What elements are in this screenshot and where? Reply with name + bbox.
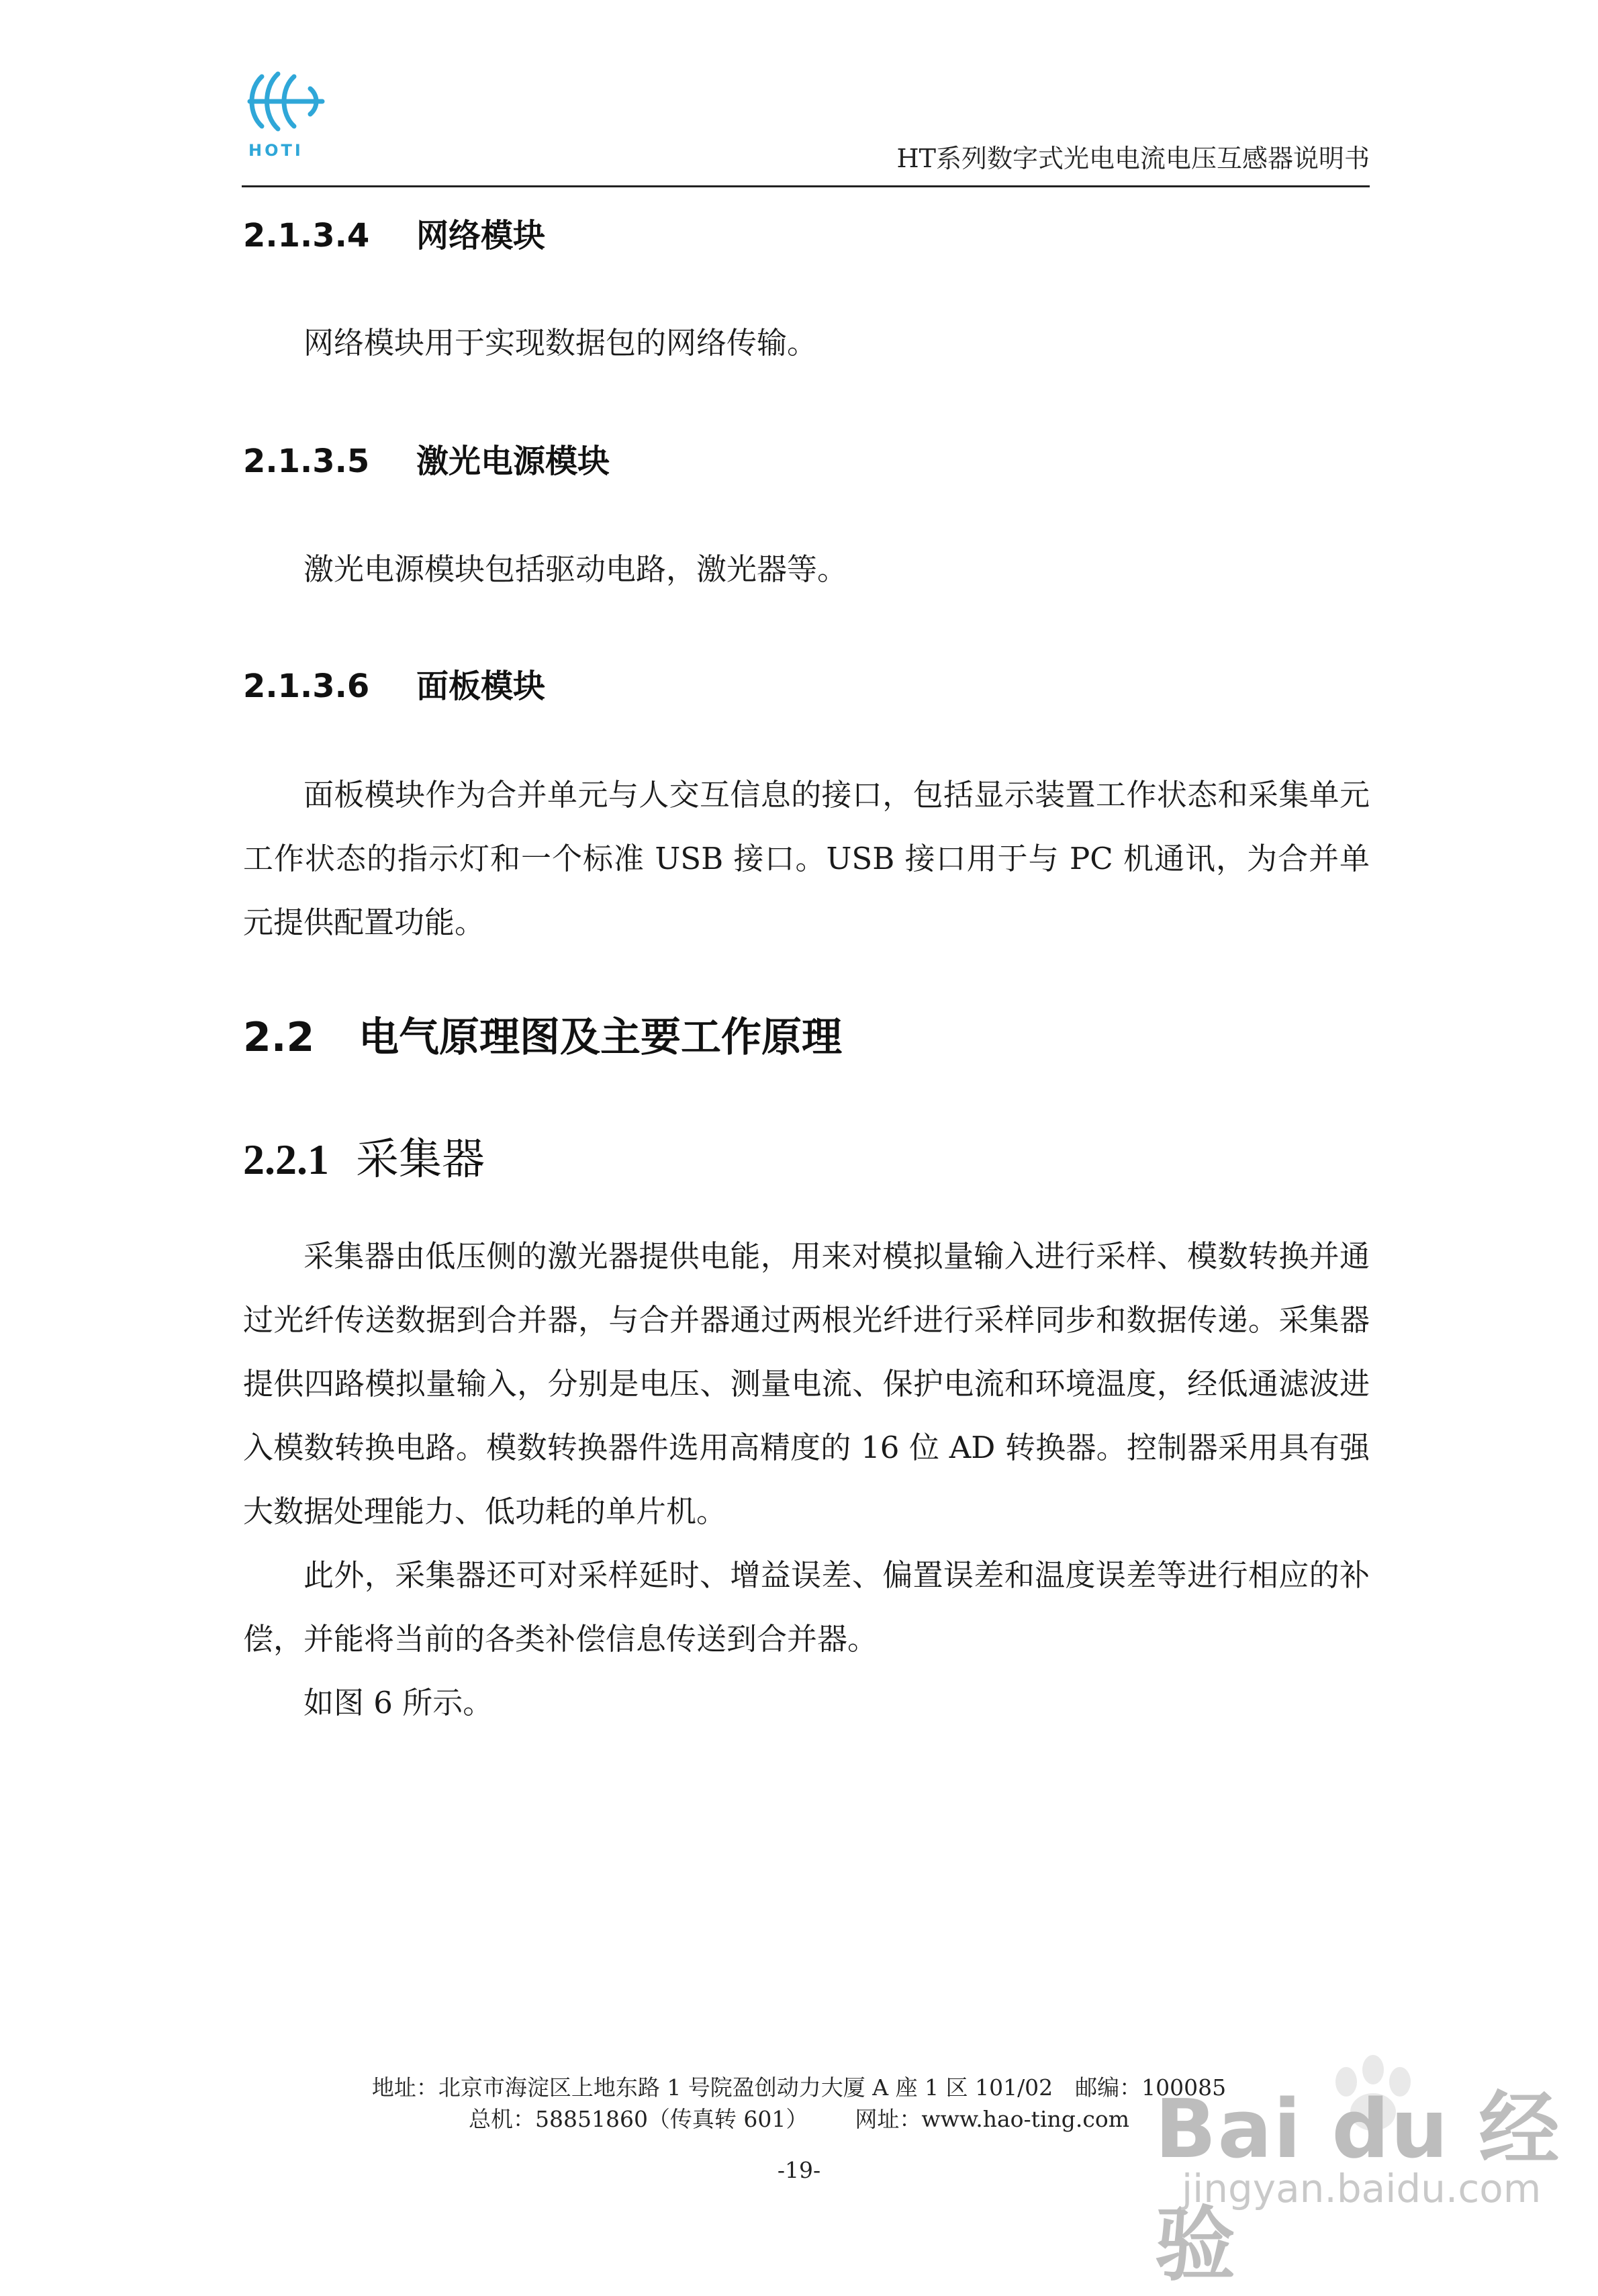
watermark-url: jingyan.baidu.com	[1182, 2166, 1542, 2211]
paragraph-network-module: 网络模块用于实现数据包的网络传输。	[303, 325, 818, 361]
section-heading-2-2-1	[243, 1125, 485, 1187]
section-number: 2.1.3.5	[243, 443, 370, 480]
section-title: 激光电源模块	[416, 443, 610, 480]
section-number: 2.2	[243, 1014, 315, 1061]
footer-address: 地址：北京市海淀区上地东路 1 号院盈创动力大厦 A 座 1 区 101/02 邮编：100085	[371, 2074, 1227, 2101]
paragraph-collector-description: 采集器由低压侧的激光器提供电能，用来对模拟量输入进行采样、模数转换并通过光纤传送数据到合并器，与合并器通过两根光纤进行采样同步和数据传递。采集器提供四路模拟量输入，分别是电压、测量电流、保护电流和环境温度，经低通滤波进入模数转换电路。模数转换器件选用高精度的 16 位 AD 转换器。控制器采用具有强大数据处理能力、低功耗的单片机。	[243, 1238, 1370, 1529]
section-number: 2.1.3.6	[243, 668, 370, 705]
section-heading-2-1-3-4	[243, 210, 545, 256]
watermark-brand: Bai du 经验	[1155, 2083, 1561, 2292]
footer-phone: 总机：58851860（传真转 601）	[468, 2106, 808, 2132]
section-number: 2.1.3.4	[243, 217, 370, 255]
logo-text: HOTI	[248, 141, 303, 160]
header-divider	[242, 185, 1370, 187]
page-number: -19-	[777, 2157, 821, 2183]
footer-website: 网址：www.hao-ting.com	[855, 2106, 1130, 2132]
paragraph-compensation: 此外，采集器还可对采样延时、增益误差、偏置误差和温度误差等进行相应的补偿，并能将当前的各类补偿信息传送到合并器。	[243, 1557, 1370, 1657]
document-title: HT系列数字式光电电流电压互感器说明书	[896, 144, 1370, 173]
paragraph-figure-reference: 如图 6 所示。	[303, 1685, 493, 1720]
section-heading-2-1-3-6	[243, 660, 545, 706]
section-title: 采集器	[356, 1135, 485, 1185]
section-title: 电气原理图及主要工作原理	[359, 1014, 842, 1061]
section-heading-2-2	[243, 1005, 842, 1063]
section-title: 面板模块	[416, 668, 546, 705]
paragraph-panel-module: 面板模块作为合并单元与人交互信息的接口，包括显示装置工作状态和采集单元工作状态的指示灯和一个标准 USB 接口。USB 接口用于与 PC 机通讯，为合并单元提供配置功能。	[243, 777, 1370, 940]
section-number: 2.2.1	[243, 1136, 329, 1183]
paragraph-laser-power-module: 激光电源模块包括驱动电路，激光器等。	[303, 551, 848, 587]
section-heading-2-1-3-5	[243, 435, 610, 481]
section-title: 网络模块	[416, 217, 546, 255]
